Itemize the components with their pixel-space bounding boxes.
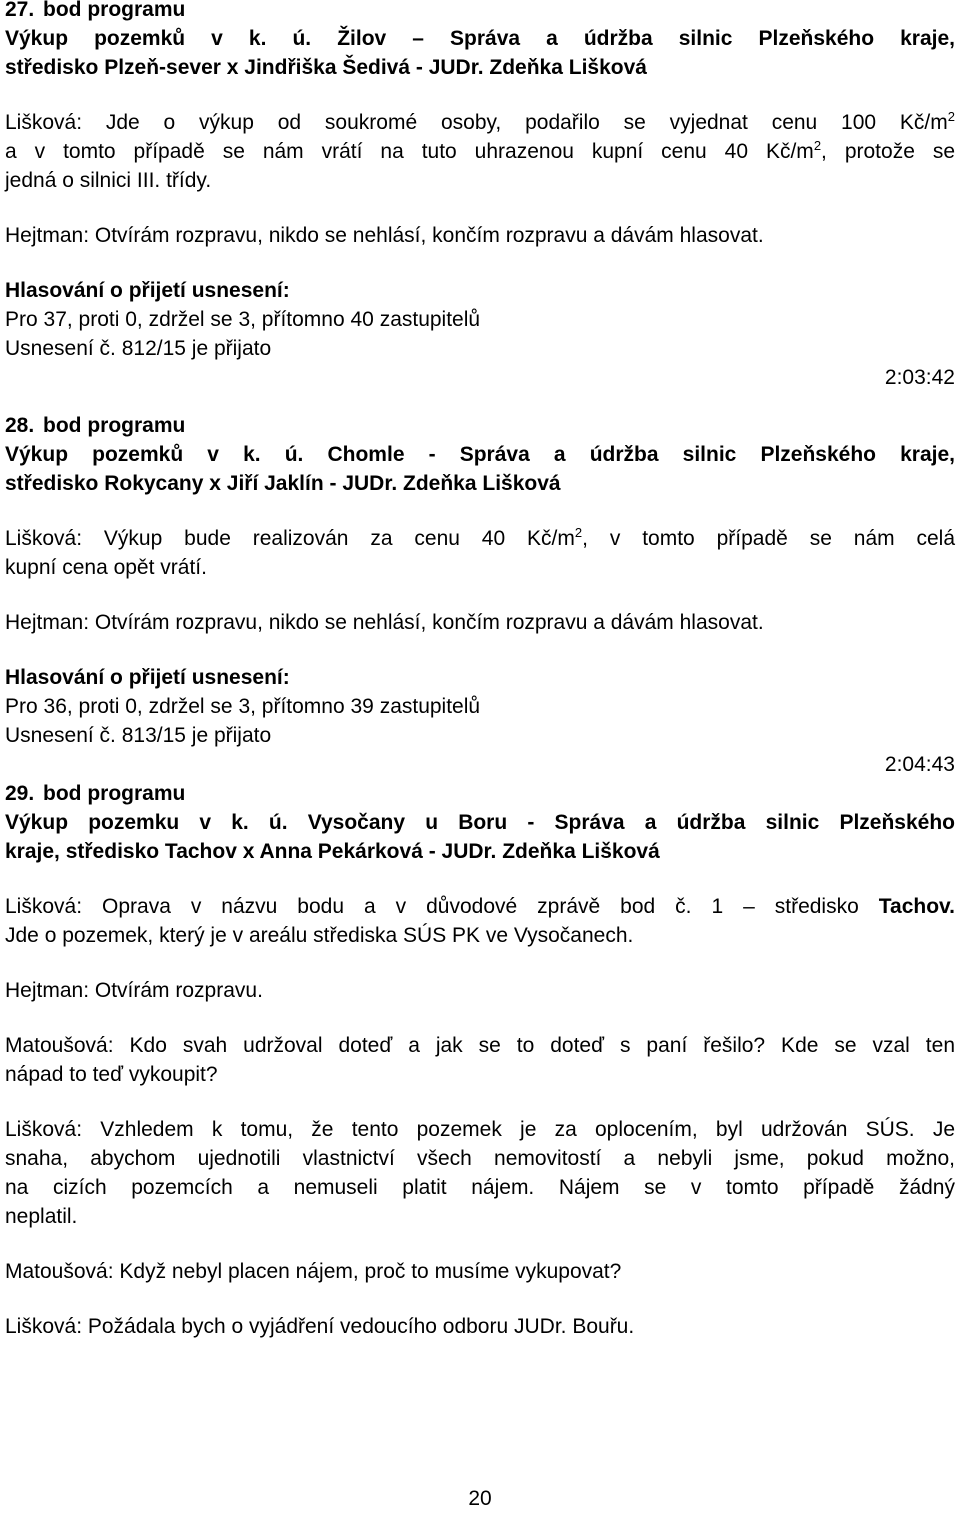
speech-line: Lišková: Vzhledem k tomu, že tento pozemek je za oplocením, byl udržován SÚS. Je	[5, 1118, 955, 1141]
agenda-item-28	[5, 411, 955, 779]
item-heading	[5, 411, 955, 440]
item-heading	[5, 779, 955, 808]
speech-line: kupní cena opět vrátí.	[5, 556, 207, 579]
resolution-status: Usnesení č. 813/15 je přijato	[5, 724, 272, 747]
speech-line: Lišková: Jde o výkup od soukromé osoby, podařilo se vyjednat cenu 100 $Kč/m^2$	[5, 109, 955, 134]
item-label: bod programu	[43, 782, 186, 805]
chair-statement: Hejtman: Otvírám rozpravu.	[5, 979, 263, 1002]
document-page	[5, 0, 955, 1341]
speech-line: neplatil.	[5, 1205, 78, 1228]
vote-result: Pro 36, proti 0, zdržel se 3, přítomno 39 zastupitelů	[5, 695, 481, 718]
item-label: bod programu	[43, 414, 186, 437]
item-subject-line: Výkup pozemků v k. ú. Žilov – Správa a údržba silnic Plzeňského kraje,	[5, 27, 955, 50]
timestamp: 2:04:43	[884, 753, 955, 776]
item-subject-line: středisko Plzeň-sever x Jindřiška Šedivá - JUDr. Zdeňka Lišková	[5, 56, 647, 79]
item-subject-line: Výkup pozemku v k. ú. Vysočany u Boru - Správa a údržba silnic Plzeňského	[5, 811, 955, 834]
speech-line: Matoušová: Kdo svah udržoval doteď a jak se to doteď s paní řešilo? Kde se vzal ten	[5, 1034, 955, 1057]
vote-result: Pro 37, proti 0, zdržel se 3, přítomno 40 zastupitelů	[5, 308, 481, 331]
speech-line: jedná o silnici III. třídy.	[5, 169, 212, 192]
chair-statement: Hejtman: Otvírám rozpravu, nikdo se nehlásí, končím rozpravu a dávám hlasovat.	[5, 611, 764, 634]
resolution-status: Usnesení č. 812/15 je přijato	[5, 337, 272, 360]
speech-line: snaha, abychom ujednotili vlastnictví všech nemovitostí a nebyli jsme, pokud možno,	[5, 1147, 955, 1170]
timestamp: 2:03:42	[884, 366, 955, 389]
item-subject-line: středisko Rokycany x Jiří Jaklín - JUDr. Zdeňka Lišková	[5, 472, 561, 495]
vote-title: Hlasování o přijetí usnesení:	[5, 279, 290, 302]
agenda-item-29	[5, 779, 955, 1341]
item-subject-line: kraje, středisko Tachov x Anna Pekárková - JUDr. Zdeňka Lišková	[5, 840, 660, 863]
speech-line: nápad to teď vykoupit?	[5, 1063, 218, 1086]
item-heading	[5, 0, 955, 24]
speech-line: Lišková: Výkup bude realizován za cenu 40 $Kč/m^2$, v tomto případě se nám celá	[5, 525, 956, 550]
chair-statement: Hejtman: Otvírám rozpravu, nikdo se nehlásí, končím rozpravu a dávám hlasovat.	[5, 224, 764, 247]
item-subject-line: Výkup pozemků v k. ú. Chomle - Správa a údržba silnic Plzeňského kraje,	[5, 443, 955, 466]
item-label: bod programu	[43, 0, 186, 21]
speech-line: Matoušová: Když nebyl placen nájem, proč to musíme vykupovat?	[5, 1260, 622, 1283]
page-number: 20	[468, 1487, 492, 1510]
speech-line: a v tomto případě se nám vrátí na tuto uhrazenou kupní cenu 40 $Kč/m^2$, protože se	[5, 138, 955, 163]
speech-line: Lišková: Požádala bych o vyjádření vedoucího odboru JUDr. Bouřu.	[5, 1315, 635, 1338]
speech-line: Lišková: Oprava v názvu bodu a v důvodové zprávě bod č. 1 – středisko Tachov.	[5, 895, 955, 918]
item-number: 28.	[5, 414, 35, 437]
item-number: 29.	[5, 782, 35, 805]
speech-line: Jde o pozemek, který je v areálu střediska SÚS PK ve Vysočanech.	[5, 924, 634, 947]
vote-title: Hlasování o přijetí usnesení:	[5, 666, 290, 689]
agenda-item-27	[5, 0, 955, 392]
item-number: 27.	[5, 0, 35, 21]
speech-line: na cizích pozemcích a nemuseli platit nájem. Nájem se v tomto případě žádný	[5, 1176, 955, 1199]
